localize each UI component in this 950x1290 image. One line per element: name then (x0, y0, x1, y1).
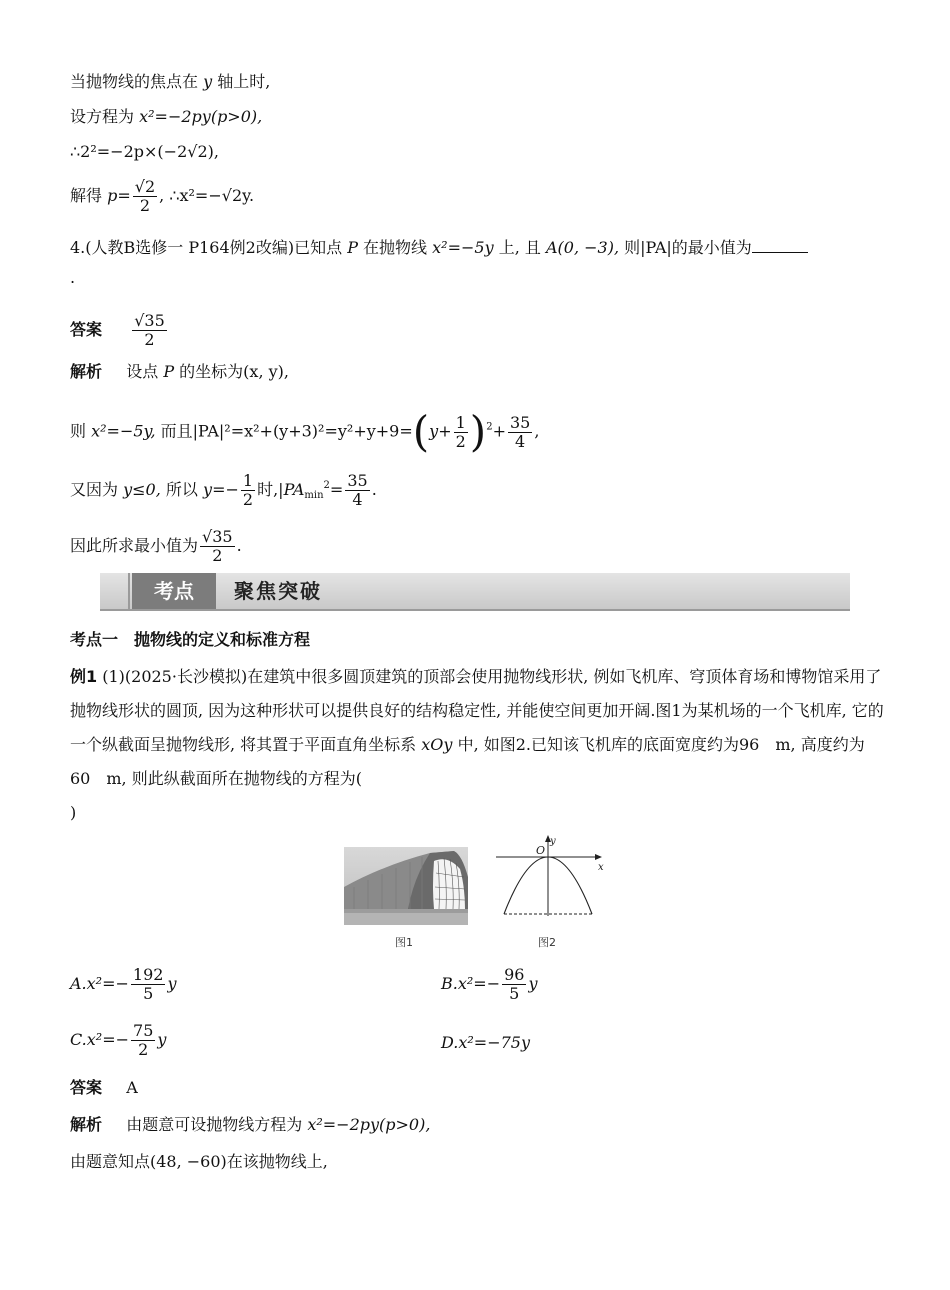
fraction (200, 528, 235, 565)
text-line (70, 142, 219, 162)
equation: x²=−5y, (91, 421, 156, 441)
text: . (371, 480, 377, 499)
option-text: D.x²=−75y (441, 1033, 530, 1052)
point: A(0, −3), (546, 238, 620, 257)
fraction (241, 472, 255, 509)
text: 在抛物线 (363, 238, 428, 257)
hangar-photo (344, 847, 468, 925)
equation: y+ (429, 421, 452, 441)
text: 上, 且 (498, 238, 541, 257)
denominator: 5 (509, 984, 520, 1003)
numerator: 192 (132, 965, 164, 984)
var: y (203, 72, 213, 91)
equation: , ∴x²=−√2y. (159, 186, 255, 205)
axis-x-label: x (598, 862, 604, 873)
option-text: A.x²=− (70, 974, 129, 993)
fraction (345, 472, 369, 509)
text: . (236, 536, 242, 555)
text: 则|PA|的最小值为 (624, 238, 752, 257)
figure-1-caption: 图1 (395, 936, 413, 949)
option-c[interactable] (70, 1022, 166, 1059)
equation: y=− (203, 480, 239, 499)
fraction (454, 414, 468, 451)
analysis-label: 解析 (70, 1115, 103, 1134)
answer-label: 答案 (70, 320, 103, 339)
option-text: y (528, 974, 538, 993)
fraction (132, 312, 167, 349)
text: 轴上时, (217, 72, 271, 91)
text: (1)(2025·长沙模拟)在建筑中很多圆顶建筑的顶部会使用抛物线形状, 例如飞机库、穹顶体育场和博物馆采用了抛物线形状的圆顶, 因为这种形状可以提供良好的结构稳定性, 并能使空间更加开阔.图1为某机场的一个飞机库, 它的一个纵截面呈抛物线形, 将其置于平面直角坐标系 (70, 667, 884, 754)
fraction (508, 414, 532, 451)
analysis-line (70, 1115, 430, 1135)
text: 由题意可设抛物线方程为 (126, 1115, 303, 1134)
equation: ∴2²=−2p×(−2√2), (70, 142, 219, 161)
denominator: 4 (515, 431, 526, 451)
question-4 (70, 238, 808, 258)
text: 时, (257, 480, 279, 499)
option-text: y (157, 1030, 167, 1049)
numerator: √35 (202, 527, 233, 546)
text-line (70, 268, 75, 288)
exponent: 2 (323, 480, 330, 491)
text: , (534, 421, 540, 441)
text: 则 (70, 421, 87, 441)
option-d[interactable] (441, 1033, 530, 1053)
option-b[interactable] (441, 966, 538, 1003)
banner-tag: 考点 (132, 573, 216, 609)
equation: y≤0, (123, 480, 161, 499)
section-title: 考点一 抛物线的定义和标准方程 (70, 630, 311, 649)
text-line (70, 72, 270, 92)
text: ) (70, 803, 77, 822)
text: 设点 (126, 362, 159, 381)
text: 当抛物线的焦点在 (70, 72, 199, 91)
analysis-line (70, 407, 540, 456)
text: 解得 (70, 186, 103, 205)
fraction (131, 1022, 155, 1059)
text: 的坐标为(x, y), (179, 362, 289, 381)
equation: x²=−5y (432, 238, 494, 257)
exponent: 2 (486, 421, 493, 433)
denominator: 2 (138, 1040, 149, 1059)
paren-open: ( (412, 407, 430, 456)
text: 4.(人教B选修一 P164例2改编)已知点 (70, 238, 343, 257)
var: xOy (421, 735, 453, 754)
denominator: 2 (212, 546, 223, 565)
fraction (502, 966, 526, 1003)
text: 设方程为 (70, 107, 135, 126)
text: = (329, 480, 344, 499)
example-paragraph (70, 660, 885, 830)
option-text: C.x²=− (70, 1030, 130, 1049)
text: 所以 (165, 480, 198, 499)
answer-label: 答案 (70, 1078, 103, 1097)
origin-label: O (536, 844, 546, 857)
denominator: 5 (143, 984, 154, 1003)
denominator: 4 (352, 490, 363, 509)
text-line (70, 107, 262, 127)
var: p= (107, 186, 131, 205)
text: 由题意知点(48, −60)在该抛物线上, (70, 1152, 328, 1171)
var: P (163, 362, 175, 381)
numerator: 1 (242, 471, 254, 490)
text: . (70, 268, 76, 287)
denominator: 2 (242, 490, 254, 509)
analysis-line (70, 528, 242, 565)
equation: 而且|PA|²=x²+(y+3)²=y²+y+9= (160, 421, 413, 441)
text: 又因为 (70, 480, 119, 499)
var: P (347, 238, 358, 257)
numerator: 96 (504, 965, 525, 984)
banner-title: 聚焦突破 (234, 579, 322, 603)
figure-2-caption: 图2 (538, 936, 556, 949)
analysis-line (70, 472, 377, 509)
subscript: min (304, 490, 324, 501)
equation: |PA (278, 480, 305, 499)
section-banner (100, 573, 850, 613)
numerator: √35 (134, 311, 165, 330)
text: 因此所求最小值为 (70, 536, 199, 555)
axis-y-label: y (550, 836, 556, 847)
numerator: √2 (134, 177, 156, 196)
fraction (131, 966, 166, 1003)
denominator: 2 (139, 196, 151, 215)
text: + (492, 421, 506, 441)
parabola-diagram (490, 832, 610, 922)
analysis-line (70, 362, 289, 382)
example-label: 例1 (70, 667, 98, 686)
text: 中, 如图2.已知该飞机库的底面宽度约为96 m, 高度约为60 m, 则此纵截面所在抛物线的方程为( (70, 735, 865, 788)
option-text: B.x²=− (441, 974, 501, 993)
numerator: 1 (455, 412, 466, 432)
answer-line (70, 1078, 138, 1098)
answer-value: A (126, 1078, 138, 1097)
text-line (70, 178, 254, 215)
denominator: 2 (144, 330, 155, 349)
option-text: y (167, 974, 177, 993)
equation: x²=−2py(p>0), (307, 1115, 431, 1134)
answer-line (70, 312, 169, 349)
numerator: 75 (133, 1021, 154, 1040)
fraction (133, 178, 157, 215)
numerator: 35 (347, 471, 368, 490)
equation: x²=−2py(p>0), (139, 107, 263, 126)
analysis-label: 解析 (70, 362, 103, 381)
option-a[interactable] (70, 966, 176, 1003)
numerator: 35 (509, 412, 531, 432)
analysis-line (70, 1152, 328, 1172)
paren-close: ) (469, 407, 487, 456)
denominator: 2 (455, 431, 466, 451)
answer-blank (752, 238, 808, 253)
